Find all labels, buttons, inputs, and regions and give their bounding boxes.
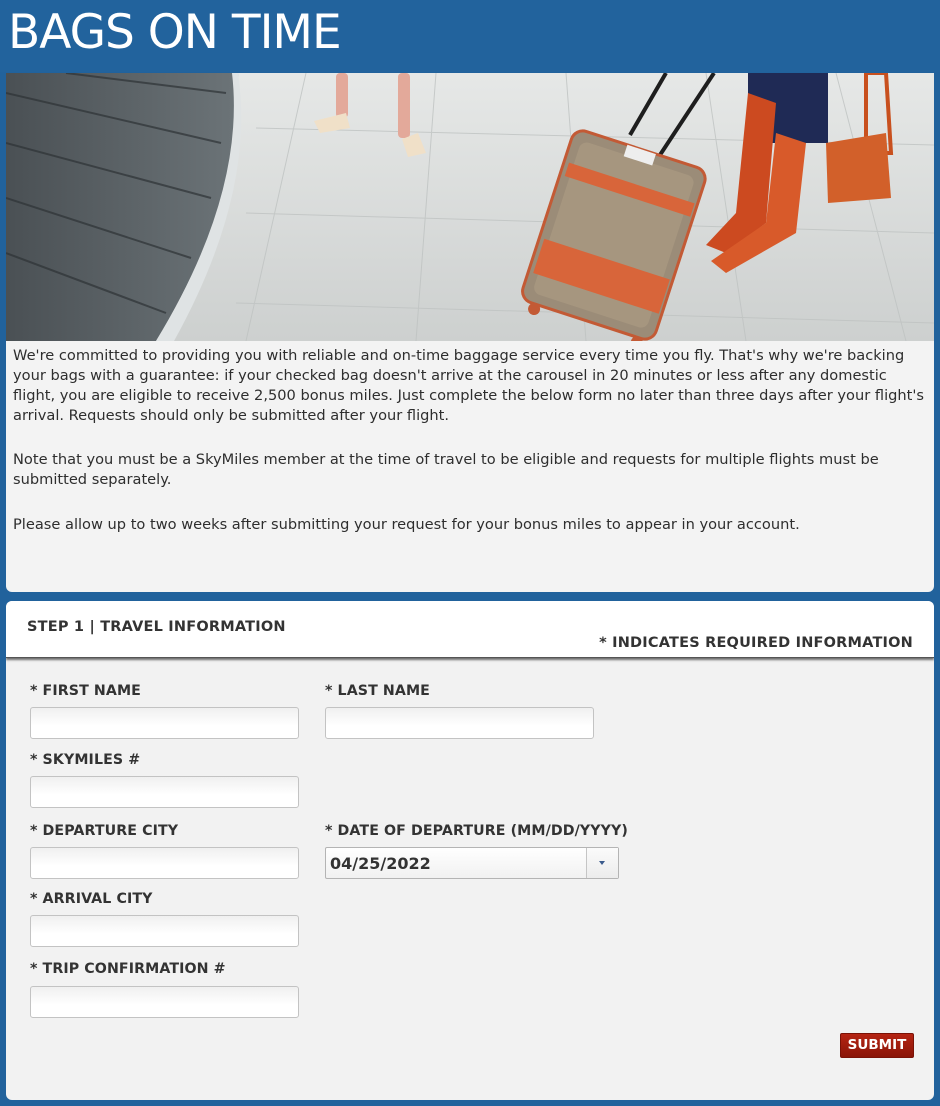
required-info-note: * INDICATES REQUIRED INFORMATION <box>599 635 913 651</box>
first-name-input[interactable] <box>30 707 299 739</box>
hero-image <box>6 73 934 341</box>
date-of-departure-dropdown[interactable] <box>325 847 619 879</box>
skymiles-label: * SKYMILES # <box>30 752 141 768</box>
arrival-city-label: * ARRIVAL CITY <box>30 891 153 907</box>
step-title: STEP 1 | TRAVEL INFORMATION <box>27 619 286 635</box>
last-name-input[interactable] <box>325 707 594 739</box>
intro-text-panel <box>6 341 934 592</box>
page-header <box>0 0 940 72</box>
first-name-label: * FIRST NAME <box>30 683 141 699</box>
intro-paragraph-guarantee: We're committed to providing you with reliable and on-time baggage service every time you fly. That's why we're backing your bags with a guarantee: if your checked bag doesn't arrive at the carousel in 20 minutes or less after any domestic flight, you are eligible to receive 2,500 bonus miles. Just complete the below form no later than three days after your flight's arrival. Requests should only be submitted after your flight. <box>13 347 924 424</box>
departure-city-input[interactable] <box>30 847 299 879</box>
skymiles-number-input[interactable] <box>30 776 299 808</box>
hero-photo-illustration <box>6 73 934 341</box>
departure-city-label: * DEPARTURE CITY <box>30 823 179 839</box>
arrival-city-input[interactable] <box>30 915 299 947</box>
page-title: BAGS ON TIME <box>8 5 341 60</box>
submit-button[interactable]: SUBMIT <box>840 1033 914 1058</box>
date-of-departure-label: * DATE OF DEPARTURE (MM/DD/YYYY) <box>325 823 629 839</box>
intro-paragraph-processing-time: Please allow up to two weeks after submitting your request for your bonus miles to appear in your account. <box>13 516 800 533</box>
last-name-label: * LAST NAME <box>325 683 430 699</box>
trip-confirmation-input[interactable] <box>30 986 299 1018</box>
intro-paragraph-eligibility: Note that you must be a SkyMiles member at the time of travel to be eligible and requests for multiple flights must be submitted separately. <box>13 451 879 488</box>
trip-confirmation-label: * TRIP CONFIRMATION # <box>30 961 226 977</box>
date-dropdown-button[interactable] <box>586 848 618 878</box>
travel-information-form <box>6 601 934 1100</box>
date-of-departure-value: 04/25/2022 <box>330 854 431 873</box>
step-header <box>6 601 934 658</box>
chevron-down-icon <box>599 861 605 865</box>
